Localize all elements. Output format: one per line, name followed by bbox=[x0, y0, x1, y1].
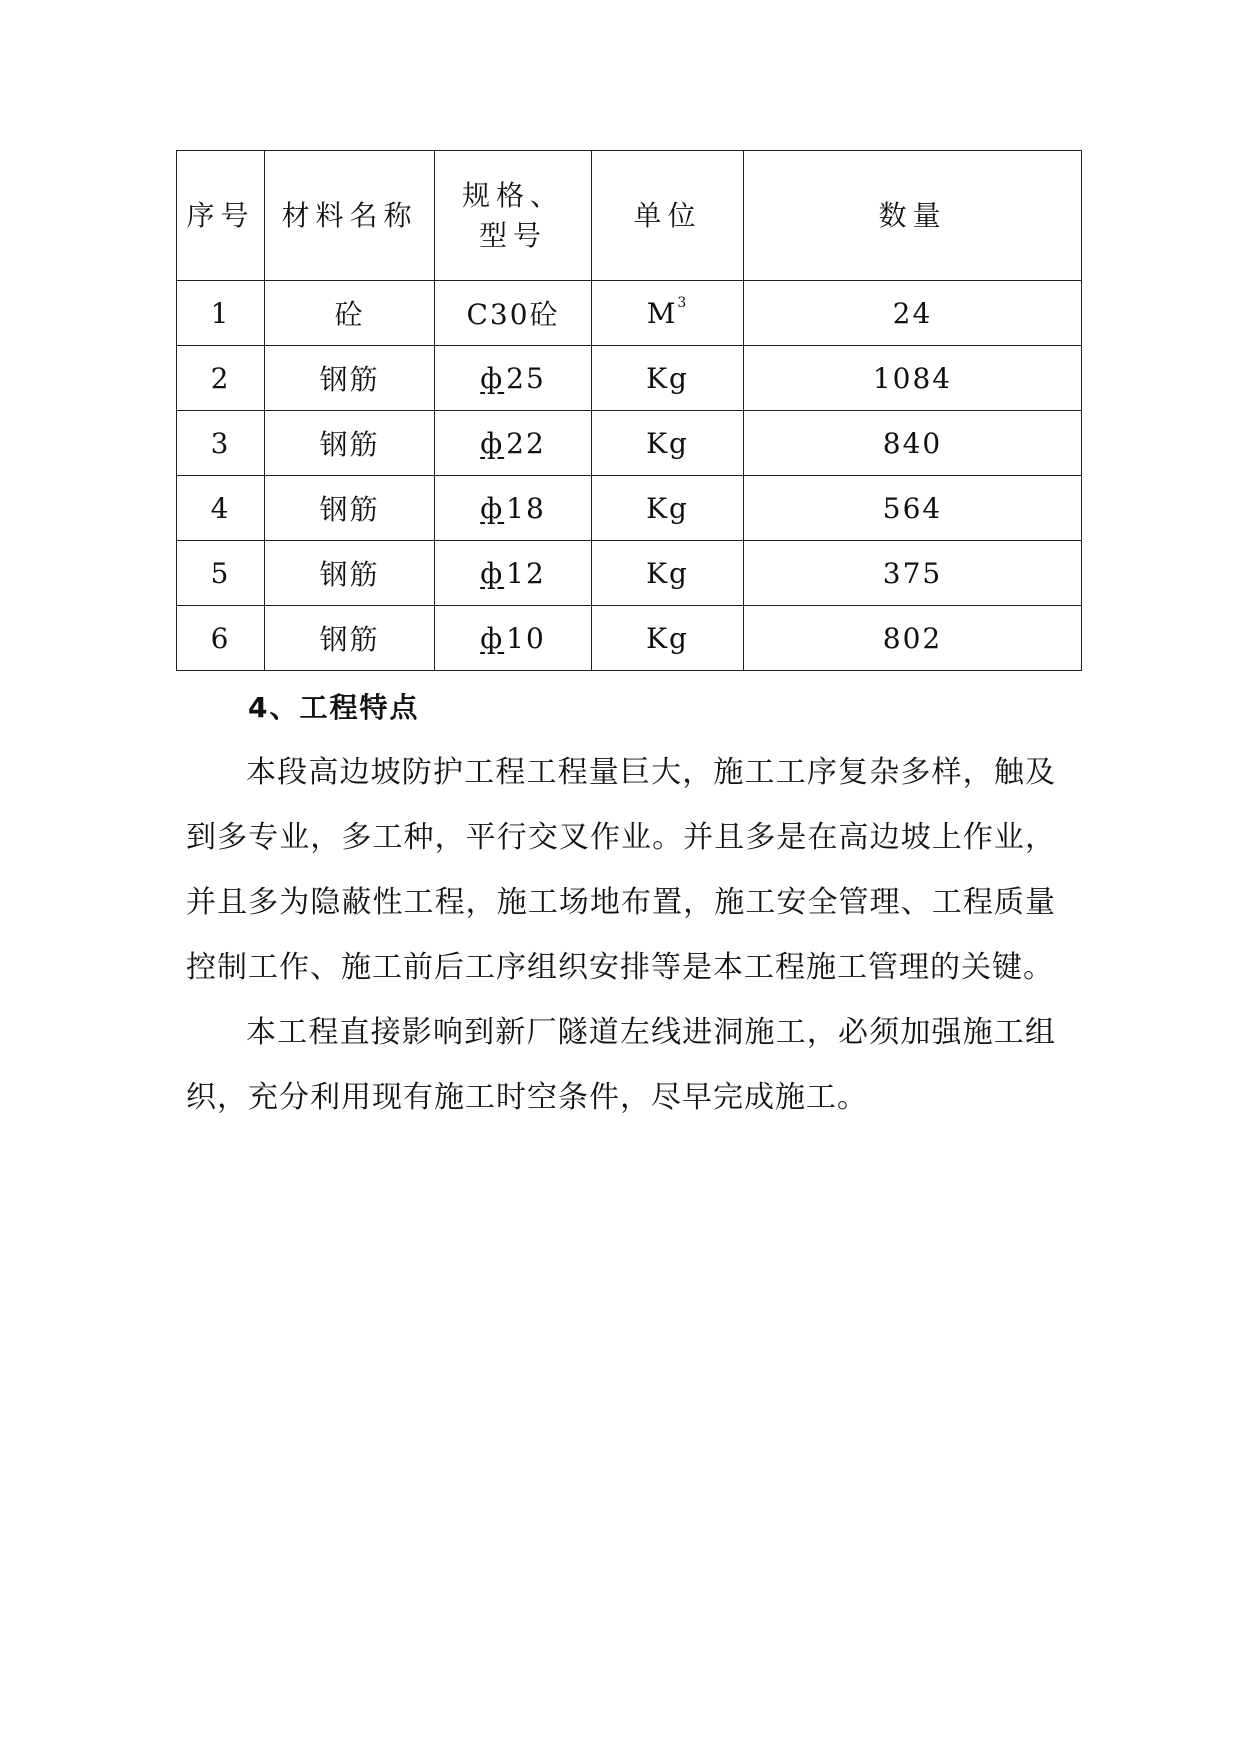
spec-value: 22 bbox=[506, 426, 546, 460]
cell-material-name: 钢筋 bbox=[265, 346, 435, 411]
header-spec: 规格、型号 bbox=[435, 151, 592, 281]
cell-quantity: 1084 bbox=[744, 346, 1082, 411]
header-quantity: 数量 bbox=[744, 151, 1082, 281]
header-row bbox=[177, 151, 1082, 281]
cell-no: 6 bbox=[177, 606, 265, 671]
table-row bbox=[177, 606, 1082, 671]
paragraph: 本段高边坡防护工程工程量巨大，施工工序复杂多样，触及到多专业，多工种，平行交叉作业。并且多是在高边坡上作业，并且多为隐蔽性工程，施工场地布置，施工安全管理、工程质量控制工作、施工前后工序组织安排等是本工程施工管理的关键。 bbox=[186, 755, 1056, 985]
cell-spec bbox=[435, 606, 592, 671]
materials-table bbox=[176, 150, 1082, 671]
unit-exponent: 3 bbox=[677, 294, 689, 311]
table-row bbox=[177, 281, 1082, 346]
paragraph: 本工程直接影响到新厂隧道左线进洞施工，必须加强施工组织，充分利用现有施工时空条件，尽早完成施工。 bbox=[186, 1015, 1056, 1115]
spec-value: C30砼 bbox=[466, 298, 560, 331]
cell-unit: Kg bbox=[592, 541, 744, 606]
spec-value: 18 bbox=[506, 491, 546, 525]
cell-material-name: 钢筋 bbox=[265, 411, 435, 476]
header-material-name: 材料名称 bbox=[265, 151, 435, 281]
table-row bbox=[177, 476, 1082, 541]
header-no: 序号 bbox=[177, 151, 265, 281]
spec-value: 12 bbox=[506, 556, 546, 590]
cell-unit: Kg bbox=[592, 346, 744, 411]
cell-no: 4 bbox=[177, 476, 265, 541]
cell-spec bbox=[435, 476, 592, 541]
cell-unit: Kg bbox=[592, 476, 744, 541]
diameter-symbol: ф bbox=[480, 556, 505, 590]
table-row bbox=[177, 411, 1082, 476]
cell-no: 3 bbox=[177, 411, 265, 476]
cell-unit: Kg bbox=[592, 606, 744, 671]
cell-spec bbox=[435, 281, 592, 346]
cell-no: 5 bbox=[177, 541, 265, 606]
cell-quantity: 375 bbox=[744, 541, 1082, 606]
cell-spec bbox=[435, 346, 592, 411]
cell-quantity: 564 bbox=[744, 476, 1082, 541]
cell-spec bbox=[435, 541, 592, 606]
table-body bbox=[177, 281, 1082, 671]
diameter-symbol: ф bbox=[480, 491, 505, 525]
cell-material-name: 钢筋 bbox=[265, 476, 435, 541]
spec-value: 25 bbox=[506, 361, 546, 395]
cell-material-name: 钢筋 bbox=[265, 606, 435, 671]
table-header bbox=[177, 151, 1082, 281]
cell-material-name: 砼 bbox=[265, 281, 435, 346]
cell-material-name: 钢筋 bbox=[265, 541, 435, 606]
table-row bbox=[177, 541, 1082, 606]
diameter-symbol: ф bbox=[480, 621, 505, 655]
cell-quantity: 802 bbox=[744, 606, 1082, 671]
section-heading: 4、工程特点 bbox=[248, 691, 420, 724]
cell-no: 1 bbox=[177, 281, 265, 346]
cell-no: 2 bbox=[177, 346, 265, 411]
cell-unit bbox=[592, 281, 744, 346]
diameter-symbol: ф bbox=[480, 361, 505, 395]
cell-unit: Kg bbox=[592, 411, 744, 476]
header-unit: 单位 bbox=[592, 151, 744, 281]
cell-quantity: 24 bbox=[744, 281, 1082, 346]
cell-spec bbox=[435, 411, 592, 476]
table-row bbox=[177, 346, 1082, 411]
spec-value: 10 bbox=[506, 621, 546, 655]
diameter-symbol: ф bbox=[480, 426, 505, 460]
cell-quantity: 840 bbox=[744, 411, 1082, 476]
unit-base: M bbox=[646, 296, 678, 330]
